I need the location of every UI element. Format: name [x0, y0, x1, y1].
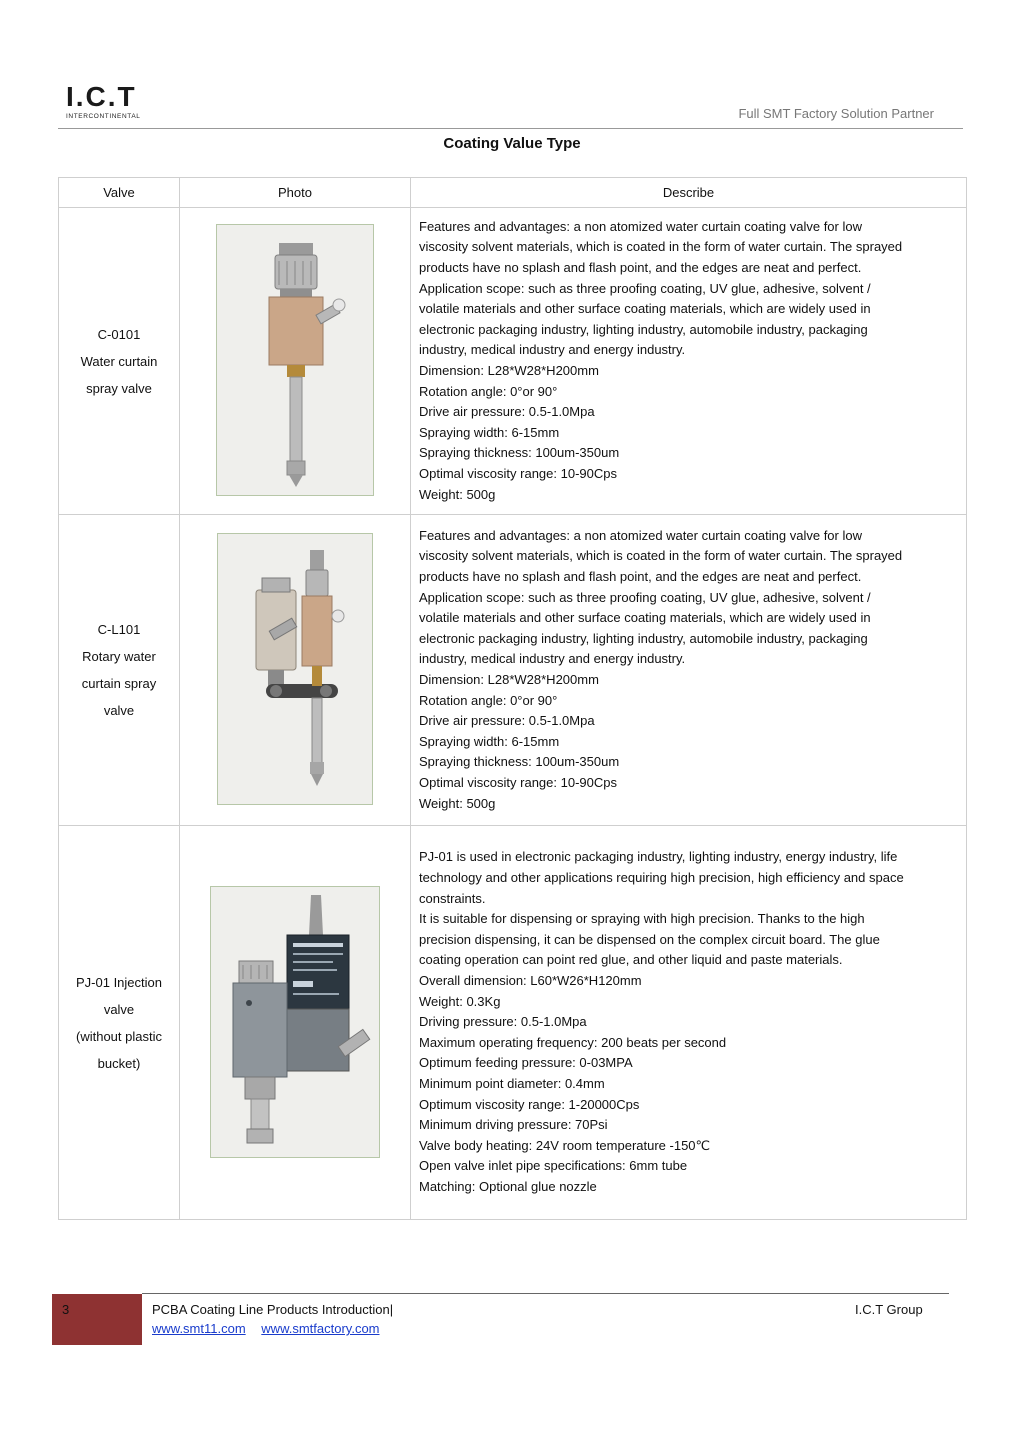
- footer-link-smtfactory[interactable]: www.smtfactory.com: [261, 1321, 380, 1336]
- description-line: volatile materials and other surface coating materials, which are widely used in: [419, 301, 871, 317]
- page-title: Coating Value Type: [443, 135, 581, 152]
- description-line: Drive air pressure: 0.5-1.0Mpa: [419, 404, 595, 420]
- description-line: products have no splash and flash point, and the edges are neat and perfect.: [419, 569, 862, 585]
- valve-name-cell: [59, 515, 180, 826]
- footer-divider: [142, 1293, 949, 1294]
- description-line: Features and advantages: a non atomized water curtain coating valve for low: [419, 527, 862, 543]
- valve-name-line: C-L101: [97, 622, 141, 637]
- valve-name-line: spray valve: [86, 380, 152, 396]
- table-row: [59, 208, 967, 515]
- description-cell: [411, 515, 967, 826]
- photo-cell: [180, 208, 411, 515]
- footer-title: PCBA Coating Line Products Introduction|: [152, 1302, 394, 1317]
- description-line: Matching: Optional glue nozzle: [419, 1178, 597, 1194]
- description-line: technology and other applications requiring high precision, high efficiency and space: [419, 870, 904, 886]
- column-header-valve: Valve: [59, 178, 180, 208]
- photo-cell: [180, 515, 411, 826]
- description-line: Rotation angle: 0°or 90°: [419, 383, 558, 399]
- description-line: It is suitable for dispensing or spraying with high precision. Thanks to the high: [419, 911, 865, 927]
- description-line: Minimum point diameter: 0.4mm: [419, 1075, 605, 1091]
- injection-valve-photo: [210, 886, 380, 1158]
- page-number: 3: [62, 1302, 70, 1317]
- footer-links: [152, 1321, 392, 1336]
- description-line: viscosity solvent materials, which is coated in the form of water curtain. The sprayed: [419, 548, 903, 564]
- column-header-describe: Describe: [411, 178, 967, 208]
- description-line: Dimension: L28*W28*H200mm: [419, 672, 599, 687]
- description-line: Drive air pressure: 0.5-1.0Mpa: [419, 713, 595, 729]
- valve-name-line: valve: [103, 1001, 135, 1017]
- description-line: precision dispensing, it can be dispensed on the complex circuit board. The glue: [419, 931, 880, 947]
- valve-name-line: (without plastic: [76, 1028, 162, 1044]
- description-line: Optimal viscosity range: 10-90Cps: [419, 774, 617, 790]
- table-header-row: [59, 178, 967, 208]
- footer-company: I.C.T Group: [855, 1302, 923, 1317]
- description-line: industry, medical industry and energy industry.: [419, 651, 686, 667]
- water-curtain-valve-photo: [216, 224, 374, 496]
- description-line: Dimension: L28*W28*H200mm: [419, 363, 599, 378]
- valve-name-line: Rotary water: [82, 649, 156, 664]
- description-line: Minimum driving pressure: 70Psi: [419, 1117, 608, 1133]
- description-line: industry, medical industry and energy industry.: [419, 342, 686, 358]
- description-line: Maximum operating frequency: 200 beats per second: [419, 1034, 727, 1050]
- company-logo: [66, 83, 158, 120]
- description-line: Optimum viscosity range: 1-20000Cps: [419, 1096, 640, 1112]
- valve-name-line: Water curtain: [80, 353, 158, 369]
- description-line: electronic packaging industry, lighting industry, automobile industry, packaging: [419, 321, 868, 337]
- table-row: [59, 826, 967, 1220]
- description-line: Optimum feeding pressure: 0-03MPA: [419, 1055, 633, 1071]
- valve-name-line: bucket): [97, 1055, 141, 1071]
- description-cell: [411, 826, 967, 1220]
- valve-name-line: curtain spray: [81, 676, 157, 691]
- description-line: viscosity solvent materials, which is coated in the form of water curtain. The sprayed: [419, 239, 903, 255]
- description-line: volatile materials and other surface coating materials, which are widely used in: [419, 610, 871, 626]
- description-line: Overall dimension: L60*W26*H120mm: [419, 973, 642, 989]
- description-line: coating operation can point red glue, and other liquid and paste materials.: [419, 952, 843, 968]
- description-line: Optimal viscosity range: 10-90Cps: [419, 465, 617, 481]
- description-line: constraints.: [419, 890, 486, 906]
- description-line: Driving pressure: 0.5-1.0Mpa: [419, 1014, 587, 1030]
- description-line: Weight: 0.3Kg: [419, 993, 501, 1009]
- valve-name-line: PJ-01 Injection: [76, 974, 162, 990]
- page-number-block: [52, 1294, 142, 1345]
- valve-name-line: valve: [103, 703, 135, 718]
- description-line: Weight: 500g: [419, 486, 496, 502]
- description-line: Spraying thickness: 100um-350um: [419, 445, 620, 461]
- logo-mark: I.C.T: [66, 81, 137, 112]
- description-line: Open valve inlet pipe specifications: 6mm tube: [419, 1158, 688, 1174]
- description-cell: [411, 208, 967, 515]
- valve-name-cell: [59, 208, 180, 515]
- header-divider: [58, 128, 963, 129]
- description-line: Application scope: such as three proofing coating, UV glue, adhesive, solvent /: [419, 589, 871, 605]
- description-line: Weight: 500g: [419, 795, 496, 811]
- valve-name-cell: [59, 826, 180, 1220]
- valve-spec-table: [58, 177, 967, 1220]
- description-line: Features and advantages: a non atomized water curtain coating valve for low: [419, 218, 862, 234]
- description-line: Application scope: such as three proofing coating, UV glue, adhesive, solvent /: [419, 280, 871, 296]
- header-tagline: Full SMT Factory Solution Partner: [738, 106, 934, 121]
- description-line: products have no splash and flash point, and the edges are neat and perfect.: [419, 260, 862, 276]
- rotary-water-curtain-valve-photo: [217, 533, 373, 805]
- description-line: Rotation angle: 0°or 90°: [419, 692, 558, 708]
- description-line: Spraying width: 6-15mm: [419, 733, 560, 749]
- photo-cell: [180, 826, 411, 1220]
- description-line: PJ-01 is used in electronic packaging industry, lighting industry, energy industry, life: [419, 849, 898, 865]
- table-row: [59, 515, 967, 826]
- description-line: Spraying width: 6-15mm: [419, 424, 560, 440]
- description-line: electronic packaging industry, lighting industry, automobile industry, packaging: [419, 630, 868, 646]
- footer-link-smt11[interactable]: www.smt11.com: [152, 1321, 246, 1336]
- description-line: Spraying thickness: 100um-350um: [419, 754, 620, 770]
- description-line: Valve body heating: 24V room temperature -150℃: [419, 1137, 711, 1153]
- valve-name-line: C-0101: [97, 326, 141, 342]
- logo-subtitle: INTERCONTINENTAL: [66, 113, 141, 120]
- column-header-photo: Photo: [180, 178, 411, 208]
